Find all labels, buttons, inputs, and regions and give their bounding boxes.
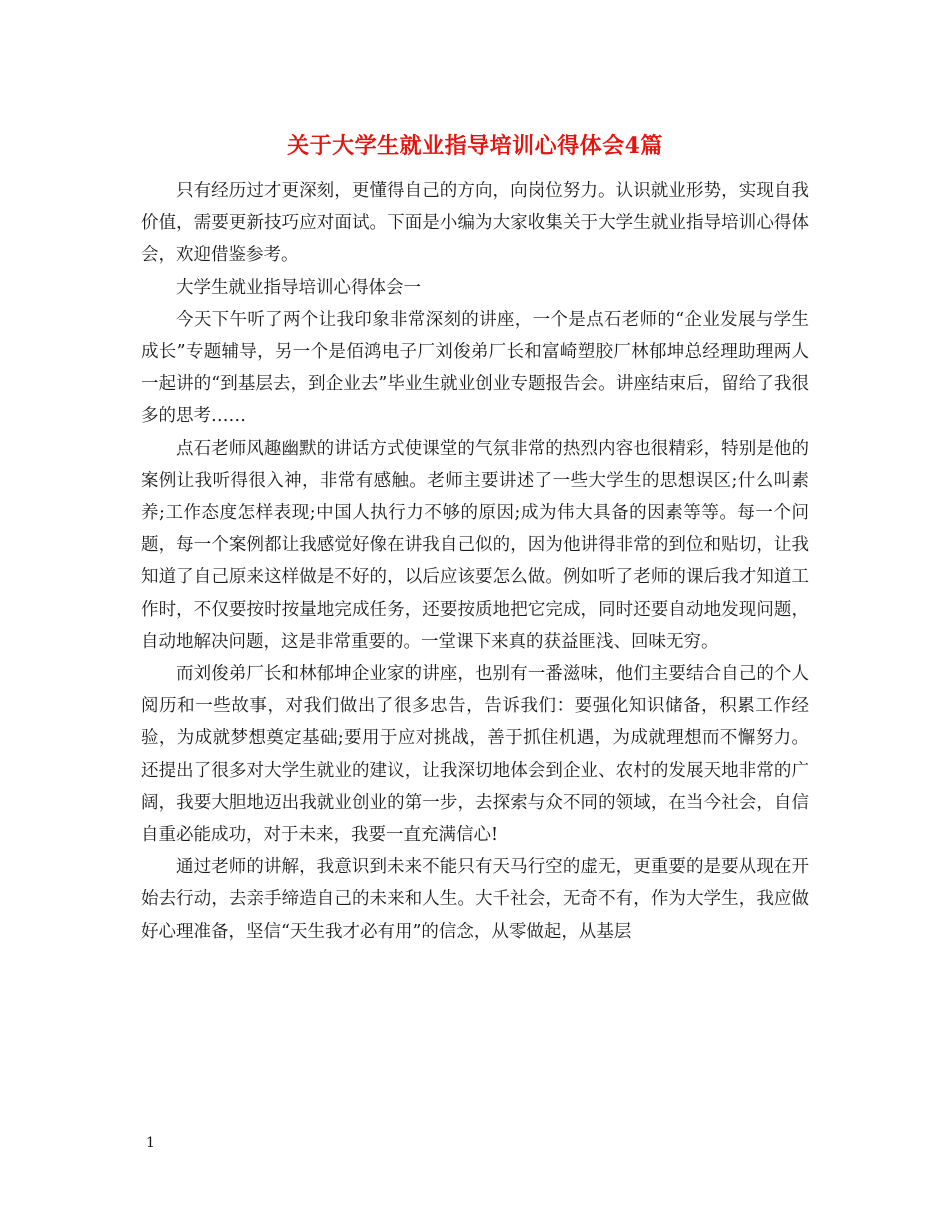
document-title: 关于大学生就业指导培训心得体会4篇 [287,133,663,159]
body-paragraph: 而刘俊弟厂长和林郁坤企业家的讲座，也别有一番滋味，他们主要结合自己的个人阅历和一些故事，对我们做出了很多忠告，告诉我们：要强化知识储备，积累工作经验，为成就梦想奠定基础;要用于应对挑战，善于抓住机遇，为成就理想而不懈努力。还提出了很多对大学生就业的建议，让我深切地体会到企业、农村的发展天地非常的广阔，我要大胆地迈出我就业创业的第一步，去探索与众不同的领域，在当今社会，自信自重必能成功，对于未来，我要一直充满信心! [141,664,809,846]
body-paragraph: 通过老师的讲解，我意识到未来不能只有天马行空的虚无，更重要的是要从现在开始去行动，去亲手缔造自己的未来和人生。大千社会，无奇不有，作为大学生，我应做好心理准备，坚信“天生我才必有用”的信念，从零做起，从基层 [141,857,809,942]
intro-paragraph: 只有经历过才更深刻，更懂得自己的方向，向岗位努力。认识就业形势，实现自我价值，需要更新技巧应对面试。下面是小编为大家收集关于大学生就业指导培训心得体会，欢迎借鉴参考。 [141,181,809,266]
section-heading: 大学生就业指导培训心得体会一 [176,277,421,298]
body-paragraph: 点石老师风趣幽默的讲话方式使课堂的气氛非常的热烈内容也很精彩，特别是他的案例让我听得很入神，非常有感触。老师主要讲述了一些大学生的思想误区;什么叫素养;工作态度怎样表现;中国人执行力不够的原因;成为伟大具备的因素等等。每一个问题，每一个案例都让我感觉好像在讲我自己似的，因为他讲得非常的到位和贴切，让我知道了自己原来这样做是不好的，以后应该要怎么做。例如听了老师的课后我才知道工作时，不仅要按时按量地完成任务，还要按质地把它完成，同时还要自动地发现问题，自动地解决问题，这是非常重要的。一堂课下来真的获益匪浅、回味无穷。 [141,438,809,652]
page-number: 1 [146,1135,155,1151]
document-body [141,175,809,948]
body-paragraph: 今天下午听了两个让我印象非常深刻的讲座，一个是点石老师的“企业发展与学生成长”专题辅导，另一个是佰鸿电子厂刘俊弟厂长和富崎塑胶厂林郁坤总经理助理两人一起讲的“到基层去，到企业去”毕业生就业创业专题报告会。讲座结束后，留给了我很多的思考…… [141,309,809,427]
